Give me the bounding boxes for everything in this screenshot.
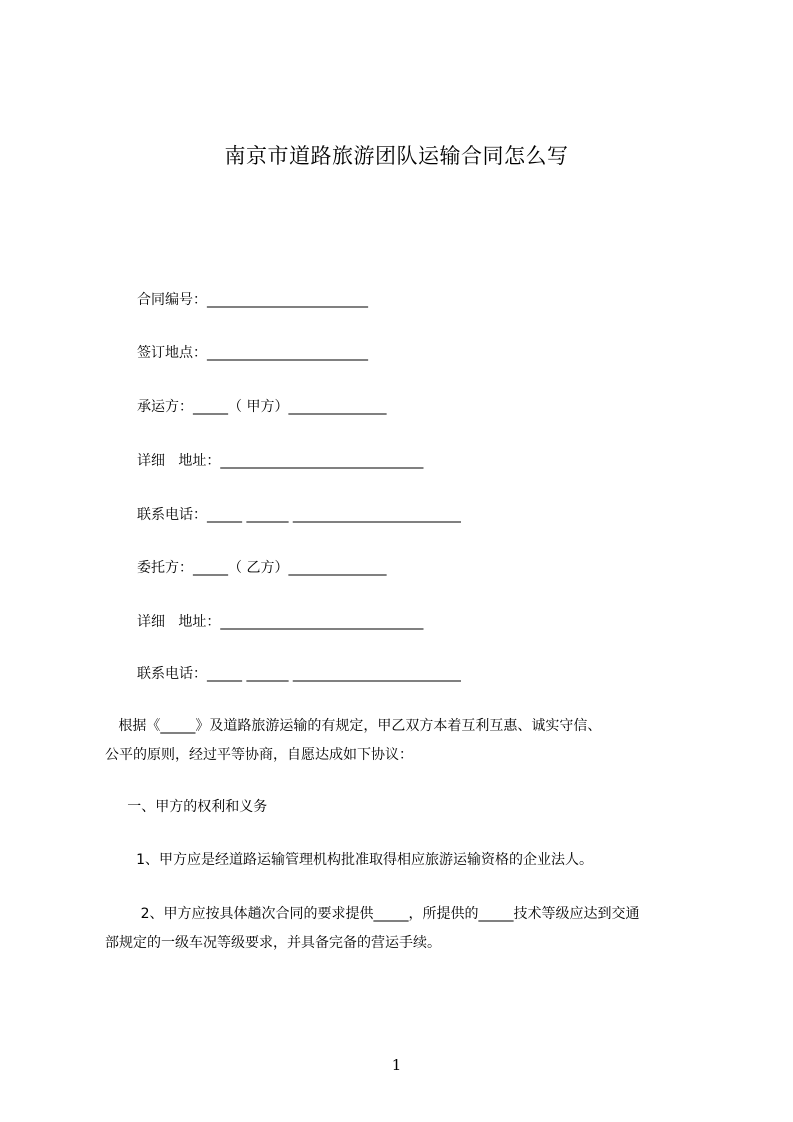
client-party-b-field: 委托方：_____（ 乙方）______________ <box>137 560 387 576</box>
party-a-address-field: 详细 地址：_____________________________ <box>137 453 424 469</box>
contract-number-field: 合同编号：_______________________ <box>137 292 368 308</box>
party-b-address-field: 详细 地址：_____________________________ <box>137 614 424 630</box>
carrier-party-a-field: 承运方：_____（ 甲方）______________ <box>137 399 387 415</box>
clause-2-line-1: 2、甲方应按具体趟次合同的要求提供_____，所提供的_____技术等级应达到交通 <box>105 906 640 922</box>
page-number: 1 <box>391 1056 402 1074</box>
signing-place-field: 签订地点：_______________________ <box>137 345 368 361</box>
section-1-heading: 一、甲方的权利和义务 <box>105 799 268 815</box>
clause-2-line-2: 部规定的一级车况等级要求，并具备完备的营运手续。 <box>105 935 441 951</box>
document-title: 南京市道路旅游团队运输合同怎么写 <box>224 144 569 168</box>
clause-1: 1、甲方应是经道路运输管理机构批准取得相应旅游运输资格的企业法人。 <box>105 852 594 868</box>
party-b-phone-field: 联系电话：_____ ______ ________________________ <box>137 666 461 682</box>
preamble-line-1: 根据《_____》及道路旅游运输的有规定，甲乙双方本着互利互惠、诚实守信、 <box>105 718 602 734</box>
preamble-line-2: 公平的原则，经过平等协商，自愿达成如下协议： <box>105 747 413 763</box>
party-a-phone-field: 联系电话：_____ ______ ________________________ <box>137 507 461 523</box>
